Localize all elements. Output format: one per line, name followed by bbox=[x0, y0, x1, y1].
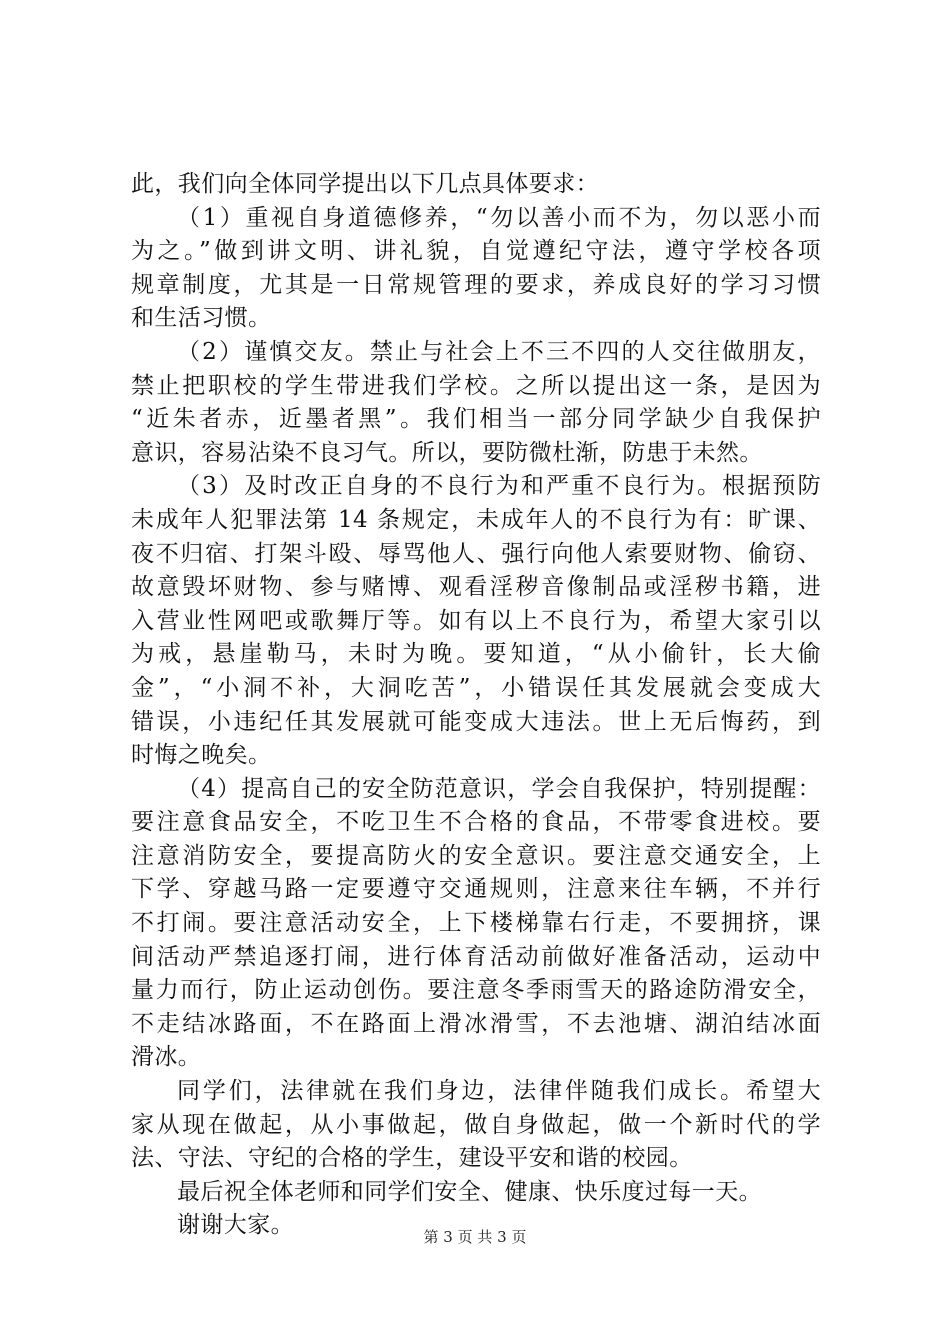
text-line: 意识，容易沾染不良习气。所以，要防微杜渐，防患于未然。 bbox=[131, 439, 763, 466]
text-line: 时悔之晚矣。 bbox=[131, 742, 272, 769]
text-line: 此，我们向全体同学提出以下几点具体要求： bbox=[131, 171, 599, 197]
text-line: （4）提高自己的安全防范意识，学会自我保护，特别提醒： bbox=[177, 775, 821, 802]
text-line: 要注意食品安全，不吃卫生不合格的食品，不带零食进校。要 bbox=[131, 809, 821, 836]
text-line: 最后祝全体老师和同学们安全、健康、快乐度过每一天。 bbox=[177, 1178, 762, 1205]
text-line: 同学们，法律就在我们身边，法律伴随我们成长。希望大 bbox=[177, 1078, 821, 1105]
text-line: （1）重视自身道德修养，“勿以善小而不为，勿以恶小而 bbox=[177, 204, 821, 231]
text-line: 不走结冰路面，不在路面上滑冰滑雪，不去池塘、湖泊结冰面 bbox=[131, 1010, 821, 1037]
text-line: 为之。”做到讲文明、讲礼貌，自觉遵纪守法，遵守学校各项 bbox=[131, 238, 821, 265]
text-line: 法、守法、守纪的合格的学生，建设平安和谐的校园。 bbox=[131, 1145, 693, 1172]
paragraph bbox=[131, 336, 821, 470]
text-line: 为戒，悬崖勒马，未时为晚。要知道，“从小偷针，长大偷 bbox=[131, 641, 821, 668]
text-line: 夜不归宿、打架斗殴、辱骂他人、强行向他人索要财物、偷窃、 bbox=[131, 540, 821, 567]
text-line: 家从现在做起，从小事做起，做自身做起，做一个新时代的学 bbox=[131, 1111, 821, 1138]
text-line: 金”，“小洞不补，大洞吃苦”，小错误任其发展就会变成大 bbox=[131, 674, 821, 701]
text-line: 不打闹。要注意活动安全，上下楼梯靠右行走，不要拥挤，课 bbox=[131, 910, 821, 937]
text-line: 故意毁坏财物、参与赌博、观看淫秽音像制品或淫秽书籍，进 bbox=[131, 574, 821, 601]
text-line: （2）谨慎交友。禁止与社会上不三不四的人交往做朋友， bbox=[177, 338, 821, 365]
paragraph bbox=[131, 470, 821, 772]
text-line: 量力而行，防止运动创伤。要注意冬季雨雪天的路途防滑安全， bbox=[131, 977, 821, 1004]
document-body bbox=[131, 168, 821, 1243]
text-line: 注意消防安全，要提高防火的安全意识。要注意交通安全，上 bbox=[131, 842, 821, 869]
text-line: 滑冰。 bbox=[131, 1044, 202, 1071]
text-line: 未成年人犯罪法第 14 条规定，未成年人的不良行为有：旷课、 bbox=[131, 506, 821, 533]
text-line: 错误，小违纪任其发展就可能变成大违法。世上无后悔药，到 bbox=[131, 708, 821, 735]
page-footer: 第 3 页 共 3 页 bbox=[423, 1228, 527, 1246]
text-line: （3）及时改正自身的不良行为和严重不良行为。根据预防 bbox=[177, 473, 821, 500]
text-line: 入营业性网吧或歌舞厅等。如有以上不良行为，希望大家引以 bbox=[131, 607, 821, 634]
paragraph bbox=[131, 202, 821, 336]
text-line: 规章制度，尤其是一日常规管理的要求，养成良好的学习习惯 bbox=[131, 271, 821, 298]
text-line: “近朱者赤，近墨者黑”。我们相当一部分同学缺少自我保护 bbox=[131, 406, 821, 433]
text-line: 禁止把职校的学生带进我们学校。之所以提出这一条，是因为 bbox=[131, 372, 821, 399]
paragraph bbox=[131, 1176, 821, 1210]
text-line: 下学、穿越马路一定要遵守交通规则，注意来往车辆，不并行 bbox=[131, 876, 821, 903]
paragraph bbox=[131, 1075, 821, 1176]
text-line: 间活动严禁追逐打闹，进行体育活动前做好准备活动，运动中 bbox=[131, 943, 821, 970]
text-line: 和生活习惯。 bbox=[131, 305, 272, 332]
paragraph bbox=[131, 773, 821, 1075]
text-line: 谢谢大家。 bbox=[177, 1212, 294, 1239]
paragraph bbox=[131, 168, 821, 202]
